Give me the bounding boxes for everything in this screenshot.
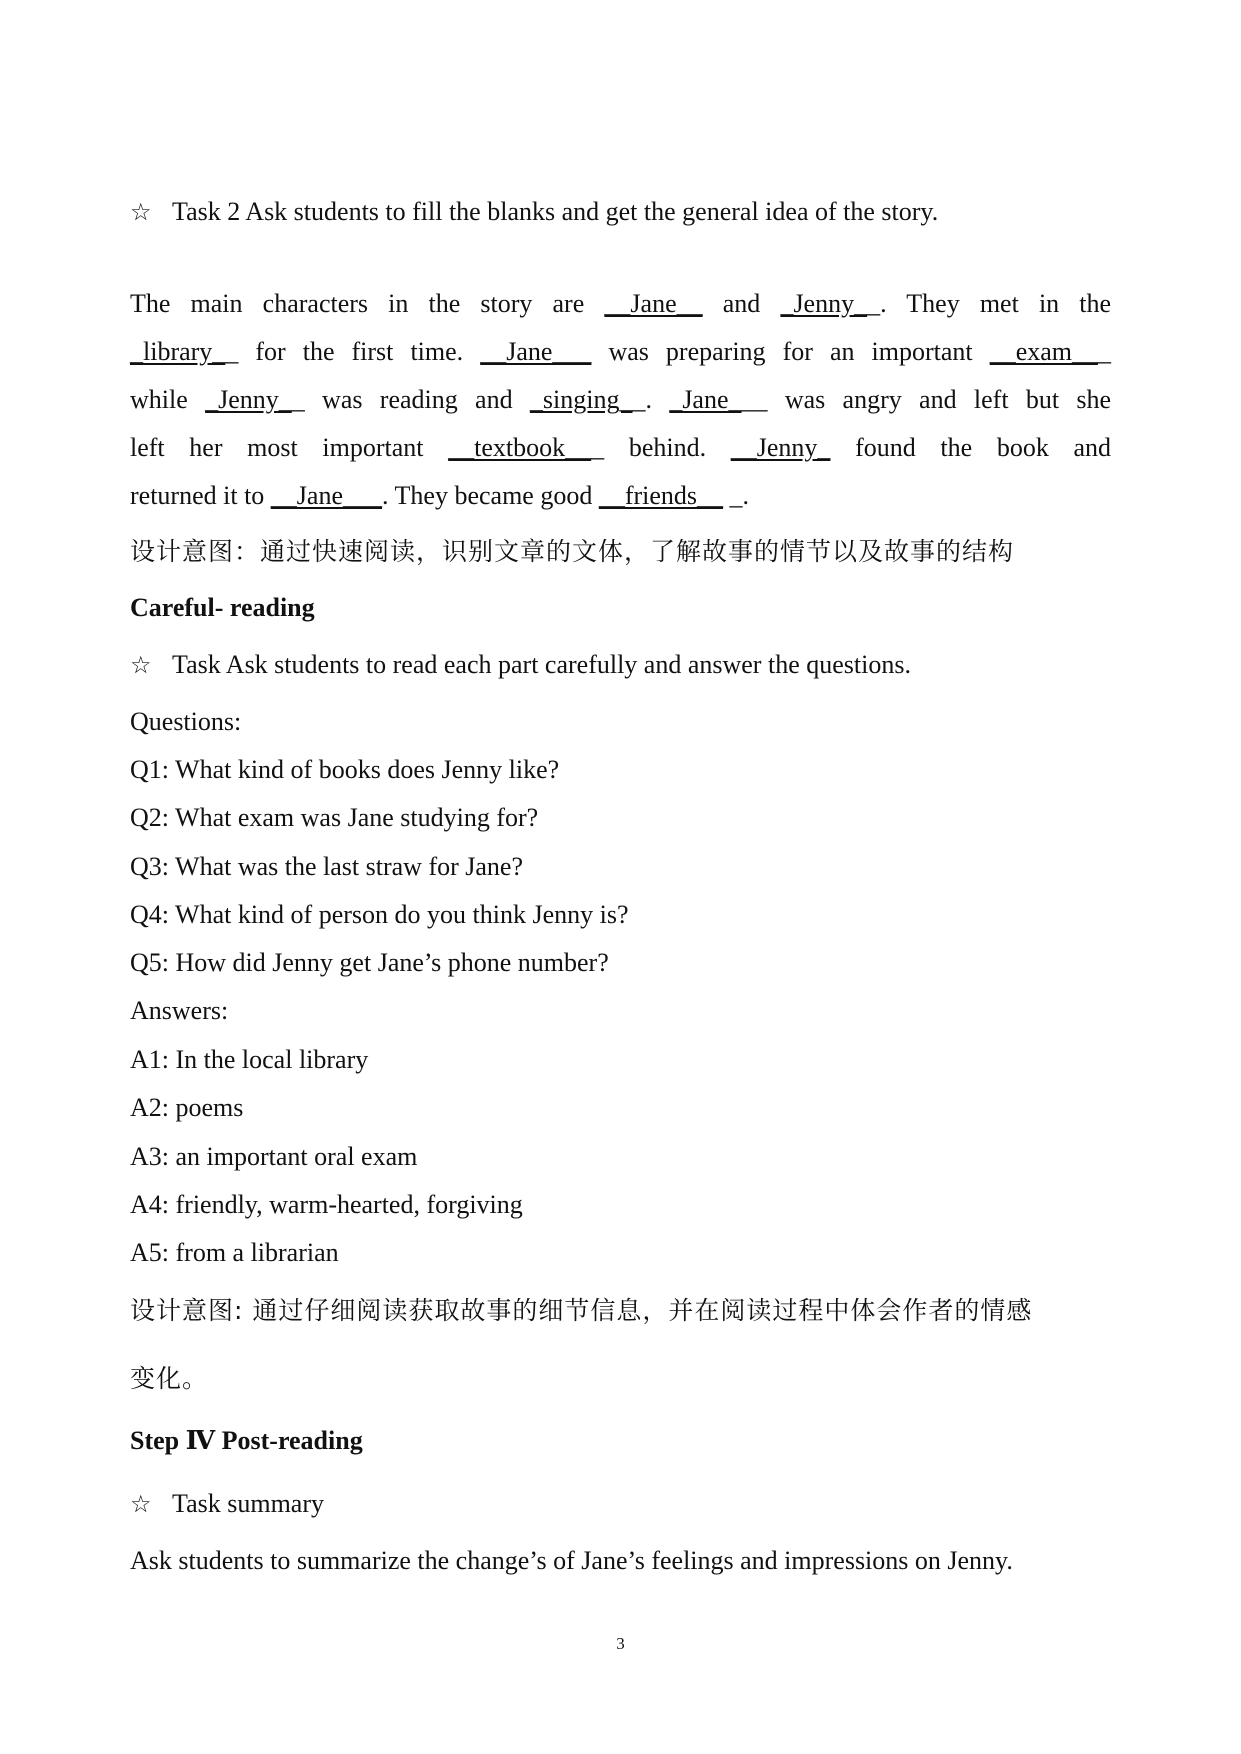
page-number: 3 <box>616 1634 625 1653</box>
blank-answer: _singing_ <box>529 385 633 414</box>
careful-task-text: Task Ask students to read each part carefully and answer the questions. <box>172 650 911 679</box>
story-text: . They became good <box>382 481 593 510</box>
story-text: left her most important <box>130 433 424 462</box>
story-text: returned it to <box>130 481 265 510</box>
answer-item: A5: from a librarian <box>130 1238 339 1267</box>
star-icon: ☆ <box>130 651 152 679</box>
post-task-line <box>130 1487 324 1521</box>
story-text: found the book and <box>855 433 1112 462</box>
post-task-description: Ask students to summarize the change’s of Jane’s feelings and impressions on Jenny. <box>130 1546 1013 1575</box>
answer-item: A4: friendly, warm-hearted, forgiving <box>130 1190 523 1219</box>
blank-answer: _Jenny_ <box>205 385 292 414</box>
story-text: while <box>130 385 188 414</box>
questions-label: Questions: <box>130 707 242 736</box>
task2-line <box>130 195 938 229</box>
star-icon: ☆ <box>130 198 152 226</box>
design-intent-2: 设计意图: 通过仔细阅读获取故事的细节信息，并在阅读过程中体会作者的情感 <box>130 1296 1033 1325</box>
story-line-4 <box>130 431 1111 465</box>
answer-item: A1: In the local library <box>130 1045 369 1074</box>
story-line-2 <box>130 335 1111 369</box>
blank-answer: __Jenny_ <box>730 433 831 462</box>
blank-answer: _Jenny_ <box>780 289 868 318</box>
blank-answer: __Jane___ <box>480 337 592 366</box>
story-text: _. <box>632 385 652 414</box>
question-item: Q3: What was the last straw for Jane? <box>130 852 524 881</box>
blank-answer: __Jane___ <box>270 481 382 510</box>
question-item: Q4: What kind of person do you think Jenny is? <box>130 900 629 929</box>
star-icon: ☆ <box>130 1490 152 1518</box>
story-text: __ was angry and left but she <box>741 385 1112 414</box>
story-text: _ behind. <box>591 433 707 462</box>
story-line-5 <box>130 479 749 513</box>
story-text: and <box>722 289 761 318</box>
blank-answer: _library_ <box>130 337 226 366</box>
post-reading-heading: Step Ⅳ Post-reading <box>130 1426 363 1455</box>
story-text: was preparing for an important <box>608 337 973 366</box>
post-task-text: Task summary <box>172 1489 324 1518</box>
blank-answer: __friends__ <box>598 481 724 510</box>
careful-reading-heading: Careful- reading <box>130 593 315 622</box>
story-text: _ <box>1098 337 1111 366</box>
story-line-1 <box>130 287 1111 321</box>
question-item: Q1: What kind of books does Jenny like? <box>130 755 560 784</box>
story-text: _. <box>729 481 750 510</box>
story-text: _ for the first time. <box>225 337 464 366</box>
question-item: Q2: What exam was Jane studying for? <box>130 803 539 832</box>
careful-task-line <box>130 648 911 682</box>
design-intent-2-cont: 变化。 <box>130 1364 209 1393</box>
design-intent-1: 设计意图：通过快速阅读，识别文章的文体，了解故事的情节以及故事的结构 <box>130 537 1015 566</box>
story-text: The main characters in the story are <box>130 289 585 318</box>
story-text: They met in the <box>906 289 1112 318</box>
answer-item: A2: poems <box>130 1093 244 1122</box>
story-text: _. <box>867 289 887 318</box>
blank-answer: _Jane_ <box>669 385 742 414</box>
story-line-3 <box>130 383 1111 417</box>
question-item: Q5: How did Jenny get Jane’s phone number? <box>130 948 609 977</box>
story-text: _ was reading and <box>291 385 513 414</box>
blank-answer: __textbook__ <box>448 433 592 462</box>
blank-answer: __Jane__ <box>604 289 703 318</box>
answers-label: Answers: <box>130 996 229 1025</box>
blank-answer: __exam__ <box>989 337 1098 366</box>
answer-item: A3: an important oral exam <box>130 1142 418 1171</box>
task2-text: Task 2 Ask students to fill the blanks and get the general idea of the story. <box>172 197 939 226</box>
